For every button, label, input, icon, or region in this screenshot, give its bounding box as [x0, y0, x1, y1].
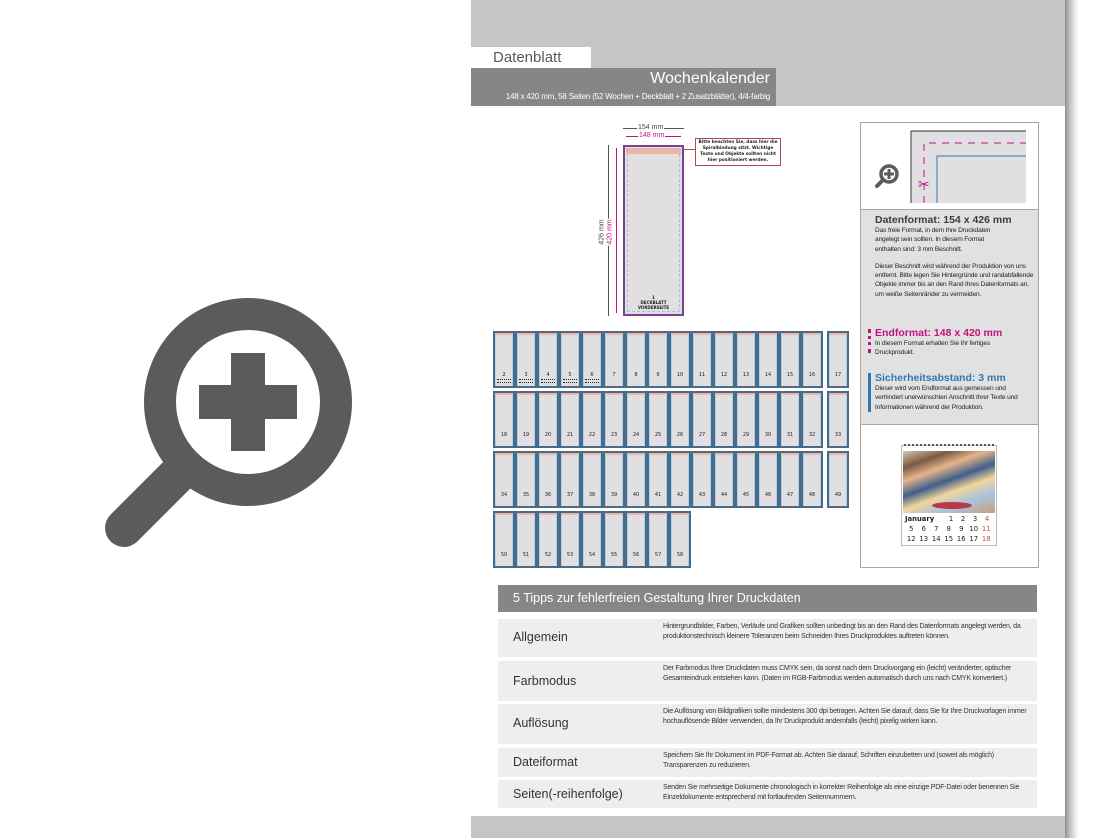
page-grid-row — [493, 391, 849, 448]
page-sublabel — [585, 379, 599, 383]
page-spread-group — [493, 391, 823, 448]
page-number: 5 — [568, 372, 572, 378]
page-thumbnail — [671, 333, 689, 386]
page-number: 36 — [544, 492, 552, 498]
page-number: 21 — [566, 432, 574, 438]
corner-detail-preview[interactable] — [861, 123, 1038, 209]
sicherheit-text: Dieser wird vom Endformat aus gemessen und verhindert unerwünschten Anschnitt Ihrer Texte und Informationen während der Produktion. — [875, 385, 1018, 411]
page-number: 4 — [546, 372, 550, 378]
page-thumbnail — [803, 333, 821, 386]
datenformat-text1: Das freie Format, in dem Ihre Druckdaten angelegt sein sollten. In diesem Format enthalten sind: 3 mm Beschnitt. — [875, 227, 991, 253]
page-sublabel — [497, 379, 511, 383]
datenformat-text2: Dieser Beschnitt wird während der Produktion von uns entfernt. Bitte legen Sie Hintergründe und randabfallende Objekte immer bis an den Rand Ihres Datenformats an, um weiße Seitenränder zu vermeiden. — [875, 262, 1034, 298]
binding-strip — [804, 393, 820, 395]
title-bar — [471, 68, 776, 106]
page-number: 2 — [502, 372, 506, 378]
page-number: 40 — [632, 492, 640, 498]
binding-strip — [496, 333, 512, 335]
binding-strip — [650, 393, 666, 395]
inner-height-label: 420 mm — [606, 219, 614, 245]
binding-strip — [650, 453, 666, 455]
page-thumbnail — [759, 453, 777, 506]
tip-label: Auflösung — [513, 716, 569, 730]
page-number: 30 — [764, 432, 772, 438]
page-number: 41 — [654, 492, 662, 498]
page-spread-group — [493, 511, 691, 568]
page-thumbnail — [605, 393, 623, 446]
datasheet-page — [471, 0, 1065, 838]
page-number: 23 — [610, 432, 618, 438]
binding-strip — [518, 513, 534, 515]
outer-width-label: 154 mm — [638, 124, 664, 131]
outer-height-label: 426 mm — [598, 219, 606, 245]
page-number: 57 — [654, 552, 662, 558]
corner-detail-illustration — [861, 123, 1038, 209]
page-number: 54 — [588, 552, 596, 558]
page-thumbnail — [583, 393, 601, 446]
sicherheit-block — [875, 372, 1035, 412]
binding-strip — [760, 393, 776, 395]
page-number: 53 — [566, 552, 574, 558]
page-number: 15 — [786, 372, 794, 378]
page-number: 11 — [698, 372, 706, 378]
binding-strip — [584, 393, 600, 395]
calendar-photo-tray — [932, 502, 972, 509]
page-number: 34 — [500, 492, 508, 498]
binding-strip — [782, 333, 798, 335]
binding-strip — [830, 333, 846, 335]
tip-row-seiten — [498, 780, 1037, 808]
page-thumbnail — [627, 453, 645, 506]
binding-strip — [562, 333, 578, 335]
endformat-marker — [868, 329, 871, 353]
page-thumbnail — [583, 453, 601, 506]
format-info-panel — [860, 122, 1039, 568]
page-number: 20 — [544, 432, 552, 438]
binding-strip — [518, 333, 534, 335]
page-thumbnail — [561, 453, 579, 506]
binding-strip — [496, 393, 512, 395]
tip-label: Seiten(-reihenfolge) — [513, 787, 623, 801]
binding-strip — [830, 453, 846, 455]
sicherheit-heading: Sicherheitsabstand: 3 mm — [875, 372, 1006, 384]
footer-band — [471, 816, 1065, 838]
calendar-month-grid: January 1 2 3 4 5 6 7 8 9 10 11 12 13 14 15 16 17 18 — [905, 515, 991, 543]
page-number: 51 — [522, 552, 530, 558]
page-number: 12 — [720, 372, 728, 378]
page-thumbnail — [693, 453, 711, 506]
tips-heading: 5 Tipps zur fehlerfreien Gestaltung Ihrer Druckdaten — [498, 585, 1037, 612]
spiral-binding — [904, 444, 994, 449]
binding-strip — [496, 513, 512, 515]
page-number: 52 — [544, 552, 552, 558]
page-number: 25 — [654, 432, 662, 438]
note-connector — [684, 149, 695, 150]
page-thumbnail — [715, 333, 733, 386]
binding-strip — [672, 453, 688, 455]
single-page-group — [827, 451, 849, 508]
binding-strip — [606, 513, 622, 515]
page-grid-row — [493, 511, 691, 568]
page-number: 16 — [808, 372, 816, 378]
binding-strip — [628, 513, 644, 515]
inner-width-label: 148 mm — [639, 132, 665, 139]
page-thumbnail — [517, 333, 535, 386]
product-title: Wochenkalender — [650, 70, 770, 87]
page-thumbnail — [561, 393, 579, 446]
svg-text:✂: ✂ — [918, 177, 930, 193]
page-number: 24 — [632, 432, 640, 438]
page-number: 17 — [834, 372, 842, 378]
tip-text: Hintergrundbilder, Farben, Verläufe und Grafiken sollten unbedingt bis an den Rand des Datenformats angelegt werden, da produktionstechnisch kleinere Toleranzen beim Schneiden Ihres Druckproduktes auftreten können. — [663, 623, 1021, 641]
page-thumbnail — [539, 513, 557, 566]
binding-strip — [716, 333, 732, 335]
page-number: 18 — [500, 432, 508, 438]
page-number: 42 — [676, 492, 684, 498]
page-thumbnail — [539, 453, 557, 506]
page-spread-group — [493, 451, 823, 508]
page-thumbnail — [561, 513, 579, 566]
binding-strip — [694, 453, 710, 455]
page-number: 28 — [720, 432, 728, 438]
page-grid-row — [493, 451, 849, 508]
page-thumbnail — [495, 453, 513, 506]
page-thumbnail — [737, 333, 755, 386]
page-thumbnail — [693, 333, 711, 386]
page-number: 33 — [834, 432, 842, 438]
page-number: 50 — [500, 552, 508, 558]
safety-margin — [627, 149, 680, 312]
page-number: 29 — [742, 432, 750, 438]
binding-strip — [540, 513, 556, 515]
binding-strip — [628, 393, 644, 395]
page-thumbnail — [649, 333, 667, 386]
page-number: 55 — [610, 552, 618, 558]
page-thumbnail — [495, 393, 513, 446]
page-number: 38 — [588, 492, 596, 498]
page-thumbnail — [517, 393, 535, 446]
page-number: 46 — [764, 492, 772, 498]
page-number: 37 — [566, 492, 574, 498]
page-thumbnail — [605, 513, 623, 566]
binding-strip — [804, 333, 820, 335]
binding-strip — [540, 333, 556, 335]
page-number: 48 — [808, 492, 816, 498]
page-number: 39 — [610, 492, 618, 498]
page-thumbnail — [561, 333, 579, 386]
binding-strip — [716, 453, 732, 455]
page-thumbnail — [627, 393, 645, 446]
endformat-text: In diesem Format erhalten Sie Ihr fertiges Druckprodukt. — [875, 340, 991, 357]
format-info — [861, 209, 1038, 425]
page-thumbnail — [829, 333, 847, 386]
inner-height-line — [616, 148, 617, 313]
binding-strip — [518, 393, 534, 395]
page-number: 22 — [588, 432, 596, 438]
binding-strip — [782, 393, 798, 395]
page-number: 19 — [522, 432, 530, 438]
page-thumbnail — [495, 513, 513, 566]
page-number: 56 — [632, 552, 640, 558]
tip-row-farbmodus — [498, 661, 1037, 701]
page-thumbnail — [803, 453, 821, 506]
page-number: 31 — [786, 432, 794, 438]
page-thumbnail — [781, 453, 799, 506]
binding-strip — [628, 333, 644, 335]
page-number: 27 — [698, 432, 706, 438]
page-thumbnail — [759, 393, 777, 446]
binding-strip — [738, 453, 754, 455]
page-thumbnail — [649, 453, 667, 506]
page-thumbnail — [495, 333, 513, 386]
binding-strip — [694, 333, 710, 335]
binding-strip — [738, 333, 754, 335]
binding-strip — [584, 333, 600, 335]
page-thumbnail — [803, 393, 821, 446]
page-number: 9 — [656, 372, 660, 378]
page-number: 35 — [522, 492, 530, 498]
single-page-group — [827, 391, 849, 448]
page-thumbnail — [671, 393, 689, 446]
binding-strip — [672, 393, 688, 395]
page-number: 49 — [834, 492, 842, 498]
binding-strip — [760, 453, 776, 455]
binding-strip — [694, 393, 710, 395]
binding-strip — [606, 333, 622, 335]
page-number: 7 — [612, 372, 616, 378]
page-shadow — [1065, 0, 1079, 838]
tip-label: Dateiformat — [513, 755, 578, 769]
page-number: 14 — [764, 372, 772, 378]
page-thumbnail — [583, 513, 601, 566]
tip-text: Der Farbmodus Ihrer Druckdaten muss CMYK sein, da sonst nach dem Druckvorgang ein (leicht) veränderter, optischer Gesamteindruck entstehen kann. (Daten im RGB-Farbmodus werden automatisch durch uns nach CMYK konvertiert.) — [663, 665, 1012, 683]
page-number: 45 — [742, 492, 750, 498]
page-thumbnail — [759, 333, 777, 386]
binding-strip — [738, 393, 754, 395]
binding-strip — [540, 453, 556, 455]
page-thumbnail — [671, 513, 689, 566]
page-sublabel — [541, 379, 555, 383]
datenformat-heading: Datenformat: 154 x 426 mm — [875, 214, 1012, 226]
binding-strip — [584, 513, 600, 515]
datasheet-tab-label: Datenblatt — [471, 47, 591, 68]
page-thumbnail — [517, 513, 535, 566]
tip-label: Farbmodus — [513, 674, 577, 688]
page-thumbnail — [539, 333, 557, 386]
tip-row-allgemein — [498, 619, 1037, 657]
page-grid-row — [493, 331, 849, 388]
page-number: 47 — [786, 492, 794, 498]
binding-strip — [716, 393, 732, 395]
page-sublabel — [563, 379, 577, 383]
binding-strip — [672, 513, 688, 515]
page-thumbnail — [671, 453, 689, 506]
page-thumbnail — [737, 453, 755, 506]
cover-page-label: 1 DECKBLATT VORDERSEITE — [637, 295, 670, 310]
tip-row-aufloesung — [498, 704, 1037, 744]
page-thumbnail — [781, 393, 799, 446]
binding-strip — [584, 453, 600, 455]
page-number: 13 — [742, 372, 750, 378]
binding-strip — [562, 393, 578, 395]
page-number: 58 — [676, 552, 684, 558]
single-page-group — [827, 331, 849, 388]
binding-strip — [650, 513, 666, 515]
zoom-in-magnifier-icon[interactable] — [100, 285, 360, 550]
page-number: 26 — [676, 432, 684, 438]
binding-strip — [650, 333, 666, 335]
page-number: 3 — [524, 372, 528, 378]
endformat-heading: Endformat: 148 x 420 mm — [875, 327, 1003, 339]
page-thumbnail — [605, 453, 623, 506]
cover-page — [623, 145, 684, 316]
page-thumbnail — [693, 393, 711, 446]
binding-strip — [540, 393, 556, 395]
binding-strip — [760, 333, 776, 335]
page-thumbnail — [781, 333, 799, 386]
calendar-preview — [901, 445, 997, 546]
page-number: 10 — [676, 372, 684, 378]
page-thumbnail — [829, 393, 847, 446]
page-thumbnail — [605, 333, 623, 386]
page-thumbnail — [627, 333, 645, 386]
binding-note: Bitte beachten Sie, dass hier die Spiralbindung sitzt. Wichtige Texte und Objekte sollten nicht hier positioniert werden. — [695, 138, 781, 166]
page-thumbnail — [715, 453, 733, 506]
binding-strip — [804, 453, 820, 455]
page-spread-group — [493, 331, 823, 388]
binding-strip — [496, 453, 512, 455]
tip-text: Senden Sie mehrseitige Dokumente chronologisch in korrekter Reihenfolge als eine einzige PDF-Datei oder benennen Sie Einzeldokumente entsprechend mit fortlaufenden Seitennummern. — [663, 784, 1020, 802]
datenformat-block — [875, 214, 1035, 299]
binding-strip — [606, 393, 622, 395]
page-thumbnail — [539, 393, 557, 446]
binding-strip — [606, 453, 622, 455]
binding-strip — [628, 453, 644, 455]
binding-strip — [782, 453, 798, 455]
page-thumbnail — [627, 513, 645, 566]
binding-strip — [562, 513, 578, 515]
tip-label: Allgemein — [513, 630, 568, 644]
page-thumbnail — [715, 393, 733, 446]
page-number: 43 — [698, 492, 706, 498]
tip-row-dateiformat — [498, 748, 1037, 777]
page-number: 8 — [634, 372, 638, 378]
page-thumbnail — [737, 393, 755, 446]
endformat-block — [875, 327, 1035, 358]
page-thumbnail — [829, 453, 847, 506]
page-number: 44 — [720, 492, 728, 498]
tip-text: Die Auflösung von Bildgrafiken sollte mindestens 300 dpi betragen. Achten Sie darauf, dass Sie für Ihre Druckvorlagen immer hochauflösende Bilder verwenden, da Ihr Druckprodukt andernfalls (leicht) pixelig wirken kann. — [663, 708, 1027, 726]
page-number: 32 — [808, 432, 816, 438]
binding-strip — [672, 333, 688, 335]
product-subtitle: 148 x 420 mm, 58 Seiten (52 Wochen + Deckblatt + 2 Zusatzblätter), 4/4-farbig — [505, 92, 770, 101]
sicherheit-marker — [868, 373, 871, 412]
calendar-month: January — [905, 515, 935, 523]
page-thumbnail — [649, 513, 667, 566]
binding-strip — [518, 453, 534, 455]
page-sublabel — [519, 379, 533, 383]
tip-text: Speichern Sie Ihr Dokument im PDF-Format ab. Achten Sie darauf, Schriften einzubetten und (soweit als möglich) Transparenzen zu reduzieren. — [663, 752, 994, 770]
page-thumbnail — [517, 453, 535, 506]
binding-strip — [830, 393, 846, 395]
page-number: 6 — [590, 372, 594, 378]
page-thumbnail — [583, 333, 601, 386]
binding-strip — [562, 453, 578, 455]
page-thumbnail — [649, 393, 667, 446]
